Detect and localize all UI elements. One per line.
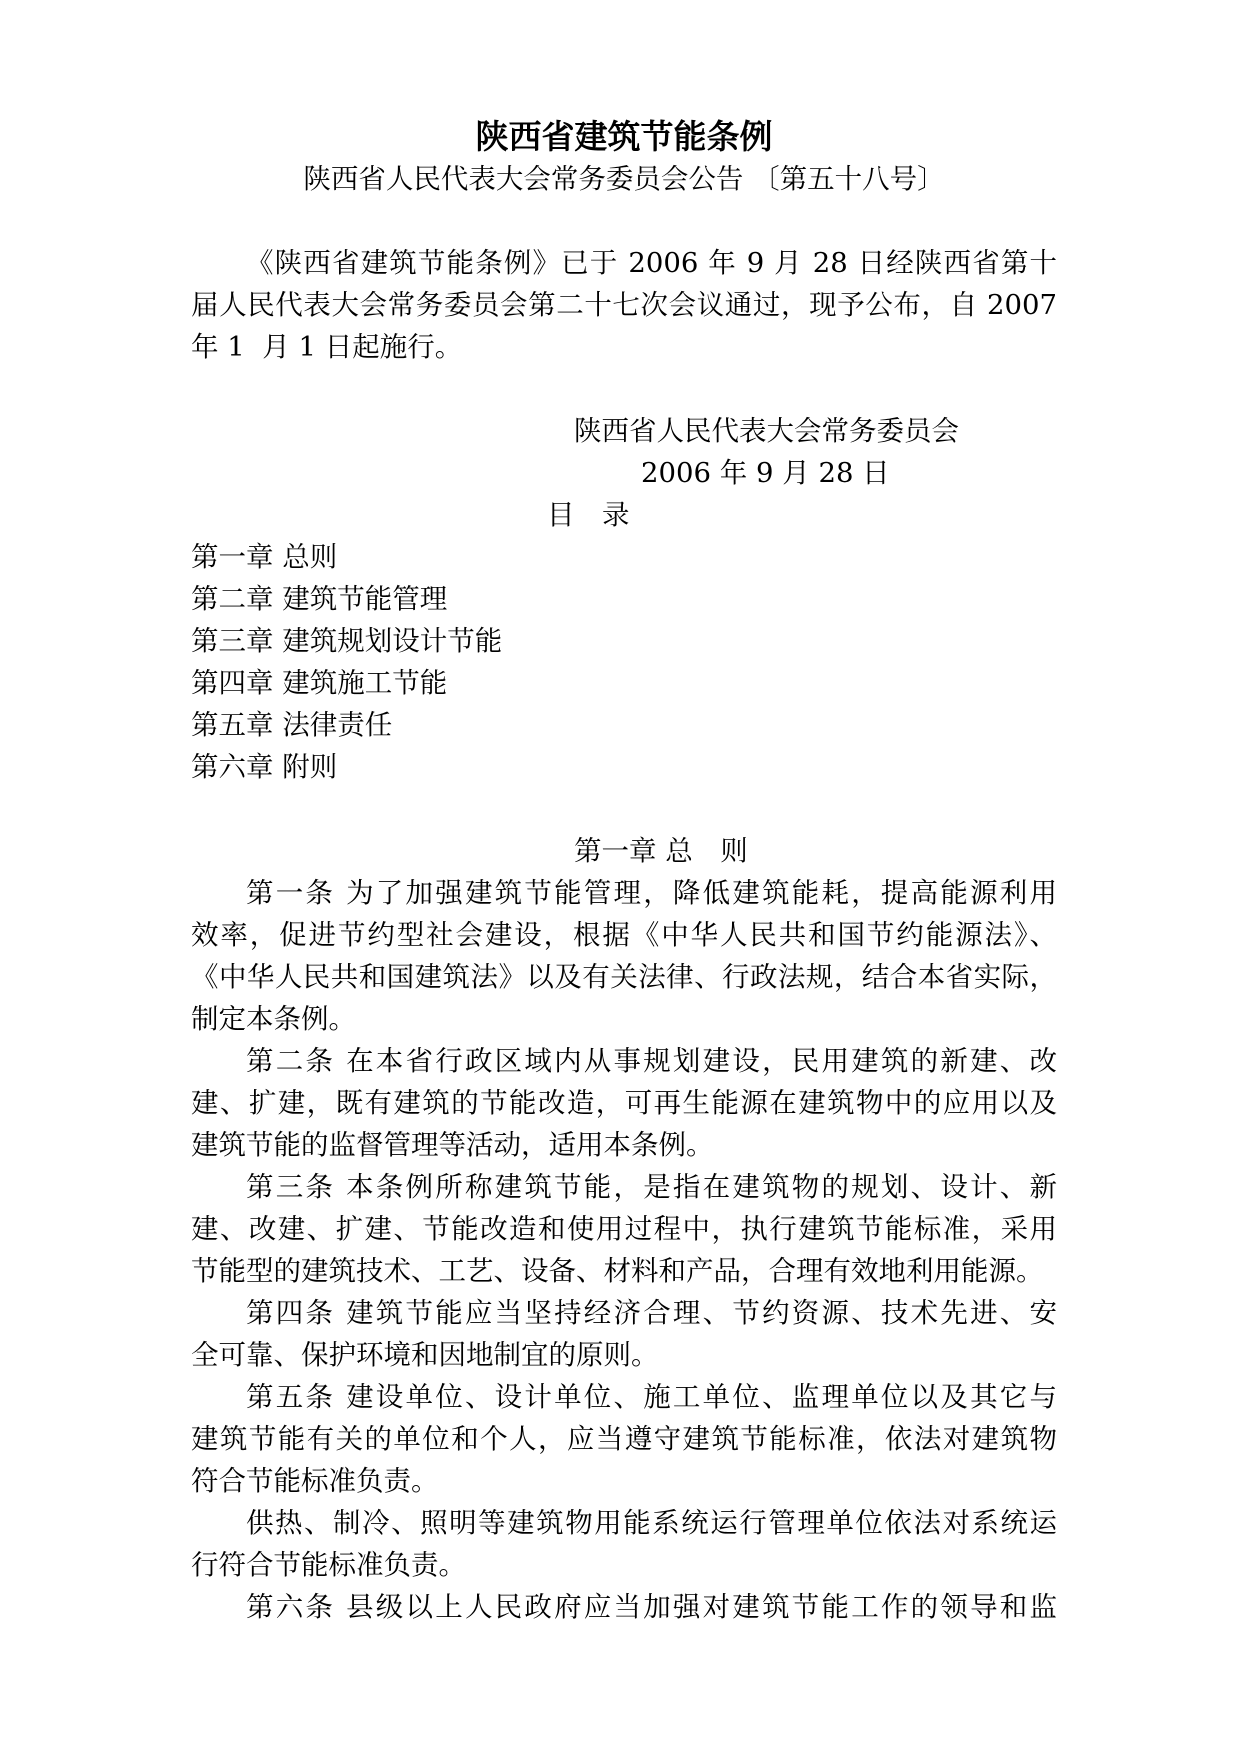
article-3-line: 节能型的建筑技术、工艺、设备、材料和产品，合理有效地利用能源。	[191, 1255, 1044, 1287]
toc-item: 第五章 法律责任	[191, 709, 393, 741]
article-1-line: 效率，促进节约型社会建设，根据《中华人民共和国节约能源法》、	[191, 919, 1057, 951]
spacer	[191, 368, 1057, 410]
article-5-paragraph-2	[191, 1502, 1057, 1586]
article-1-line: 《中华人民共和国建筑法》以及有关法律、行政法规，结合本省实际，	[191, 961, 1057, 993]
article-5	[191, 1376, 1057, 1502]
announcement-line: 届人民代表大会常务委员会第二十七次会议通过，现予公布，自 2007	[191, 289, 1057, 321]
announcement-subtitle: 陕西省人民代表大会常务委员会公告 〔第五十八号〕	[303, 163, 945, 195]
document-body	[191, 116, 1057, 1628]
signature-issuer: 陕西省人民代表大会常务委员会	[574, 415, 959, 447]
article-2-line: 建筑节能的监督管理等活动，适用本条例。	[191, 1129, 714, 1161]
article-2-line: 第二条 在本省行政区域内从事规划建设，民用建筑的新建、改	[246, 1045, 1057, 1077]
announcement-line: 年 1 月 1 日起施行。	[191, 331, 463, 363]
article-5-paragraph-2-line: 行符合节能标准负责。	[191, 1549, 466, 1581]
article-6	[191, 1586, 1057, 1628]
toc-item: 第六章 附则	[191, 751, 338, 783]
spacer	[191, 200, 1057, 242]
article-4-line: 全可靠、保护环境和因地制宜的原则。	[191, 1339, 659, 1371]
article-3	[191, 1166, 1057, 1292]
toc-item: 第三章 建筑规划设计节能	[191, 625, 503, 657]
signature-date: 2006 年 9 月 28 日	[641, 457, 890, 489]
article-4	[191, 1292, 1057, 1376]
article-3-line: 建、改建、扩建、节能改造和使用过程中，执行建筑节能标准，采用	[191, 1213, 1057, 1245]
article-2	[191, 1040, 1057, 1166]
chapter-heading: 第一章 总 则	[574, 835, 748, 867]
toc-heading: 目 录	[547, 499, 630, 531]
article-6-line: 第六条 县级以上人民政府应当加强对建筑节能工作的领导和监	[246, 1591, 1057, 1623]
article-5-paragraph-2-line: 供热、制冷、照明等建筑物用能系统运行管理单位依法对系统运	[246, 1507, 1057, 1539]
toc-item: 第四章 建筑施工节能	[191, 667, 448, 699]
spacer	[191, 788, 1057, 830]
toc-list	[191, 536, 1057, 788]
toc-item: 第二章 建筑节能管理	[191, 583, 448, 615]
article-1-line: 制定本条例。	[191, 1003, 356, 1035]
article-1	[191, 872, 1057, 1040]
article-5-line: 第五条 建设单位、设计单位、施工单位、监理单位以及其它与	[246, 1381, 1057, 1413]
article-2-line: 建、扩建，既有建筑的节能改造，可再生能源在建筑物中的应用以及	[191, 1087, 1057, 1119]
announcement-paragraph	[191, 242, 1057, 368]
article-3-line: 第三条 本条例所称建筑节能，是指在建筑物的规划、设计、新	[246, 1171, 1057, 1203]
document-title: 陕西省建筑节能条例	[475, 117, 773, 156]
toc-item: 第一章 总则	[191, 541, 338, 573]
announcement-line: 《陕西省建筑节能条例》已于 2006 年 9 月 28 日经陕西省第十	[246, 247, 1057, 279]
article-5-line: 符合节能标准负责。	[191, 1465, 439, 1497]
article-4-line: 第四条 建筑节能应当坚持经济合理、节约资源、技术先进、安	[246, 1297, 1057, 1329]
article-5-line: 建筑节能有关的单位和个人，应当遵守建筑节能标准，依法对建筑物	[191, 1423, 1057, 1455]
article-1-line: 第一条 为了加强建筑节能管理，降低建筑能耗，提高能源利用	[246, 877, 1057, 909]
